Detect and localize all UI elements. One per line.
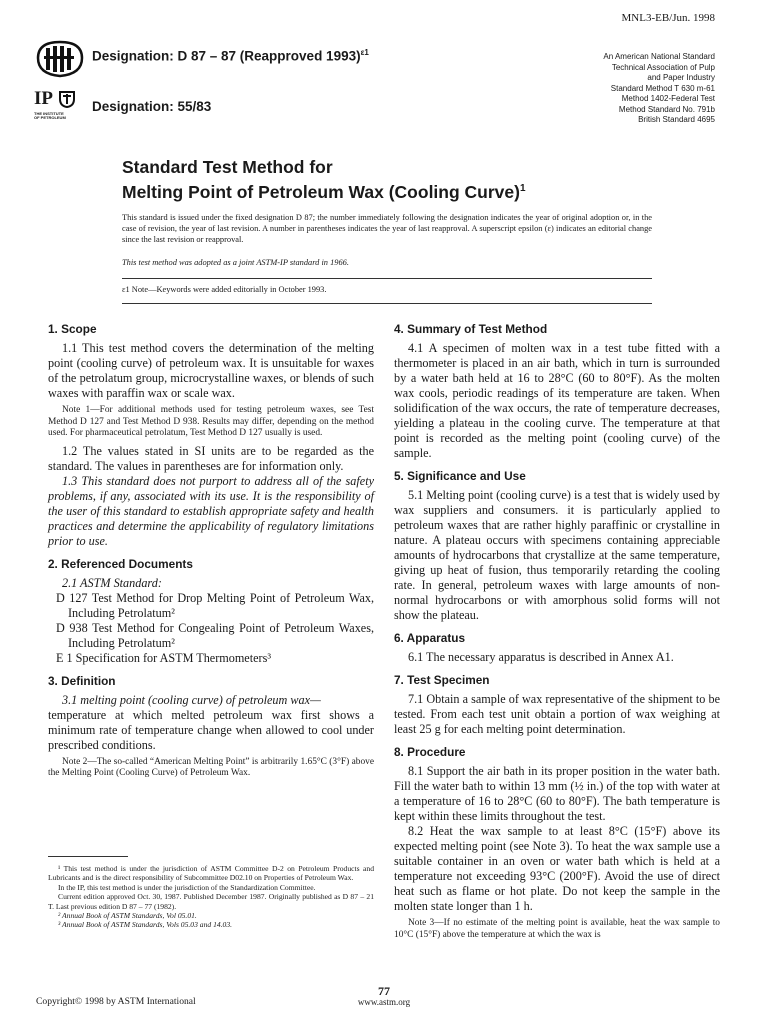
reference-item: D 127 Test Method for Drop Melting Point of Petroleum Wax, Including Petrolatum²	[56, 590, 374, 620]
footnote: ² Annual Book of ASTM Standards, Vol 05.01.	[58, 911, 197, 921]
section-heading-test-specimen: 7. Test Specimen	[394, 673, 490, 687]
note-1: Note 1—For additional methods used for testing petroleum waxes, see Test Method D 127 and Test Method D 938. Results may differ, depending on the method used. For pharmaceutical petrolatum, Test Method D 127 usually is used.	[48, 405, 374, 438]
adoption-note: This test method was adopted as a joint ASTM-IP standard in 1966.	[122, 258, 349, 267]
epsilon-note: ε1 Note—Keywords were added editorially in October 1993.	[122, 285, 327, 294]
footnote-divider	[48, 856, 128, 857]
paragraph-4-1: 4.1 A specimen of molten wax in a test tube fitted with a thermometer is placed in an air bath, which in turn is surrounded by a water bath held at 16 to 28°C (60 to 80°F). As the molten wax cools, periodic readings of its temperature are taken. When solidification of the wax occurs, the rate of temperature decreases, yielding a plateau in the cooling curve. The temperature at that point is recorded as the melting point (cooling curve) of the sample.	[394, 341, 720, 460]
footnotes	[48, 864, 374, 930]
document-title: Standard Test Method for Melting Point of Petroleum Wax (Cooling Curve)$^1$	[122, 157, 526, 202]
footnote: In the IP, this test method is under the jurisdiction of the Standardization Committee.	[58, 882, 316, 892]
designation-ip: Designation: 55/83	[92, 99, 212, 114]
section-heading-scope: 1. Scope	[48, 322, 97, 336]
footnote: Current edition approved Oct. 30, 1987. Published December 1987. Originally published as D 87 – 21 T. Last previous edition D 87 – 77 (1982).	[48, 892, 374, 911]
page-number: 77	[378, 984, 390, 998]
section-heading-significance: 5. Significance and Use	[394, 469, 526, 483]
note-3: Note 3—If no estimate of the melting point is available, heat the wax sample to 10°C (15°F) above the temperature at which the wax is	[394, 918, 720, 940]
ip-logo	[34, 88, 90, 122]
left-column	[48, 322, 374, 784]
right-column	[394, 322, 720, 945]
reference-item: D 938 Test Method for Congealing Point of Petroleum Waxes, Including Petrolatum²	[56, 620, 374, 650]
footnote: ¹ This test method is under the jurisdiction of ASTM Committee D-2 on Petroleum Products and Lubricants and is the direct responsibility of Subcommittee D02.10 on Properties of Petroleum Wax.	[48, 864, 374, 883]
paragraph-8-2: 8.2 Heat the wax sample to at least 8°C (15°F) above its expected melting point (see Note 3). To heat the wax sample use a suitable container in an oven or water bath which is held at a temperature not exceeding 93°C (200°F). Avoid the use of direct heat such as flame or hot plate. Do not keep the sample in the molten state longer than 1 h.	[394, 824, 720, 913]
standard-references: An American National Standard Technical Association of Pulp and Paper Industry Standard Method T 630 m-61 Method 1402-Federal Test Method Standard No. 791b British Standard 4695	[603, 52, 715, 124]
section-heading-procedure: 8. Procedure	[394, 745, 466, 759]
section-heading-apparatus: 6. Apparatus	[394, 631, 466, 645]
website-link[interactable]: www.astm.org	[357, 997, 411, 1007]
note-2: Note 2—The so-called “American Melting Point” is arbitrarily 1.65°C (3°F) above the Melting Point (Cooling Curve) of Petroleum Wax.	[48, 756, 374, 778]
astm-logo	[34, 38, 86, 80]
copyright-notice: Copyright© 1998 by ASTM International	[36, 996, 196, 1007]
definition-text: temperature at which melted petroleum wax first shows a minimum rate of temperature change when allowed to cool under prescribed conditions.	[48, 707, 374, 752]
divider	[122, 303, 652, 304]
document-reference-number: MNL3-EB/Jun. 1998	[621, 12, 715, 24]
paragraph-2-1: 2.1 ASTM Standard:	[62, 575, 162, 590]
paragraph-6-1: 6.1 The necessary apparatus is described in Annex A1.	[408, 650, 674, 664]
ip-crest-icon	[58, 90, 76, 108]
issuance-note: This standard is issued under the fixed designation D 87; the number immediately following the designation indicates the year of original adoption or, in the case of revision, the year of last revision. A number in parentheses indicates the year of last reapproval. A superscript epsilon (ε) indicates an editorial change since the last revision or reapproval.	[122, 213, 652, 244]
ip-logo-text: IP	[34, 88, 53, 109]
paragraph-1-1: 1.1 This test method covers the determination of the melting point (cooling curve) of petroleum wax. It is unsuitable for waxes of the petrolatum group, microcrystalline waxes, or blends of such waxes with paraffin wax or scale wax.	[48, 341, 374, 400]
reference-item: E 1 Specification for ASTM Thermometers³	[56, 650, 271, 665]
section-heading-definition: 3. Definition	[48, 673, 116, 688]
paragraph-5-1: 5.1 Melting point (cooling curve) is a test that is widely used by wax suppliers and consumers. it is particularly applied to petroleum waxes that are rather highly paraffinic or crystalline in nature. A plateau occurs with specimens containing appreciable amounts of hydrocarbons that crystallize at the same temperature, giving up heat of fusion, thus temporarily retarding the cooling rate. In general, petroleum waxes with large amounts of non-normal hydrocarbons or with amorphous solid forms will not show the plateau.	[394, 488, 720, 622]
paragraph-1-3: 1.3 This standard does not purport to address all of the safety problems, if any, associated with its use. It is the responsibility of the user of this standard to establish appropriate safety and health practices and determine the applicability of regulatory limitations prior to use.	[48, 473, 374, 548]
ip-logo-subtitle: THE INSTITUTE OF PETROLEUM	[34, 111, 66, 120]
divider	[122, 278, 652, 279]
paragraph-7-1: 7.1 Obtain a sample of wax representative of the shipment to be tested. From each test unit obtain a portion of wax weighing at least 25 g for each melting point determination.	[394, 692, 720, 736]
paragraph-8-1: 8.1 Support the air bath in its proper position in the water bath. Fill the water bath to within 13 mm (½ in.) of the top with water at a temperature of 16 to 28°C (60 to 80°F). The bath temperature is kept within these limits throughout the test.	[394, 764, 720, 823]
section-heading-referenced-documents: 2. Referenced Documents	[48, 556, 193, 571]
section-heading-summary: 4. Summary of Test Method	[394, 322, 548, 336]
designation-astm: Designation: D 87 – 87 (Reapproved 1993)$^{\varepsilon 1}$	[92, 48, 369, 64]
paragraph-1-2: 1.2 The values stated in SI units are to be regarded as the standard. The values in parentheses are for information only.	[48, 443, 374, 473]
footnote: ³ Annual Book of ASTM Standards, Vols 05.03 and 14.03.	[58, 920, 233, 930]
definition-term: 3.1 melting point (cooling curve) of petroleum wax—	[62, 692, 321, 707]
